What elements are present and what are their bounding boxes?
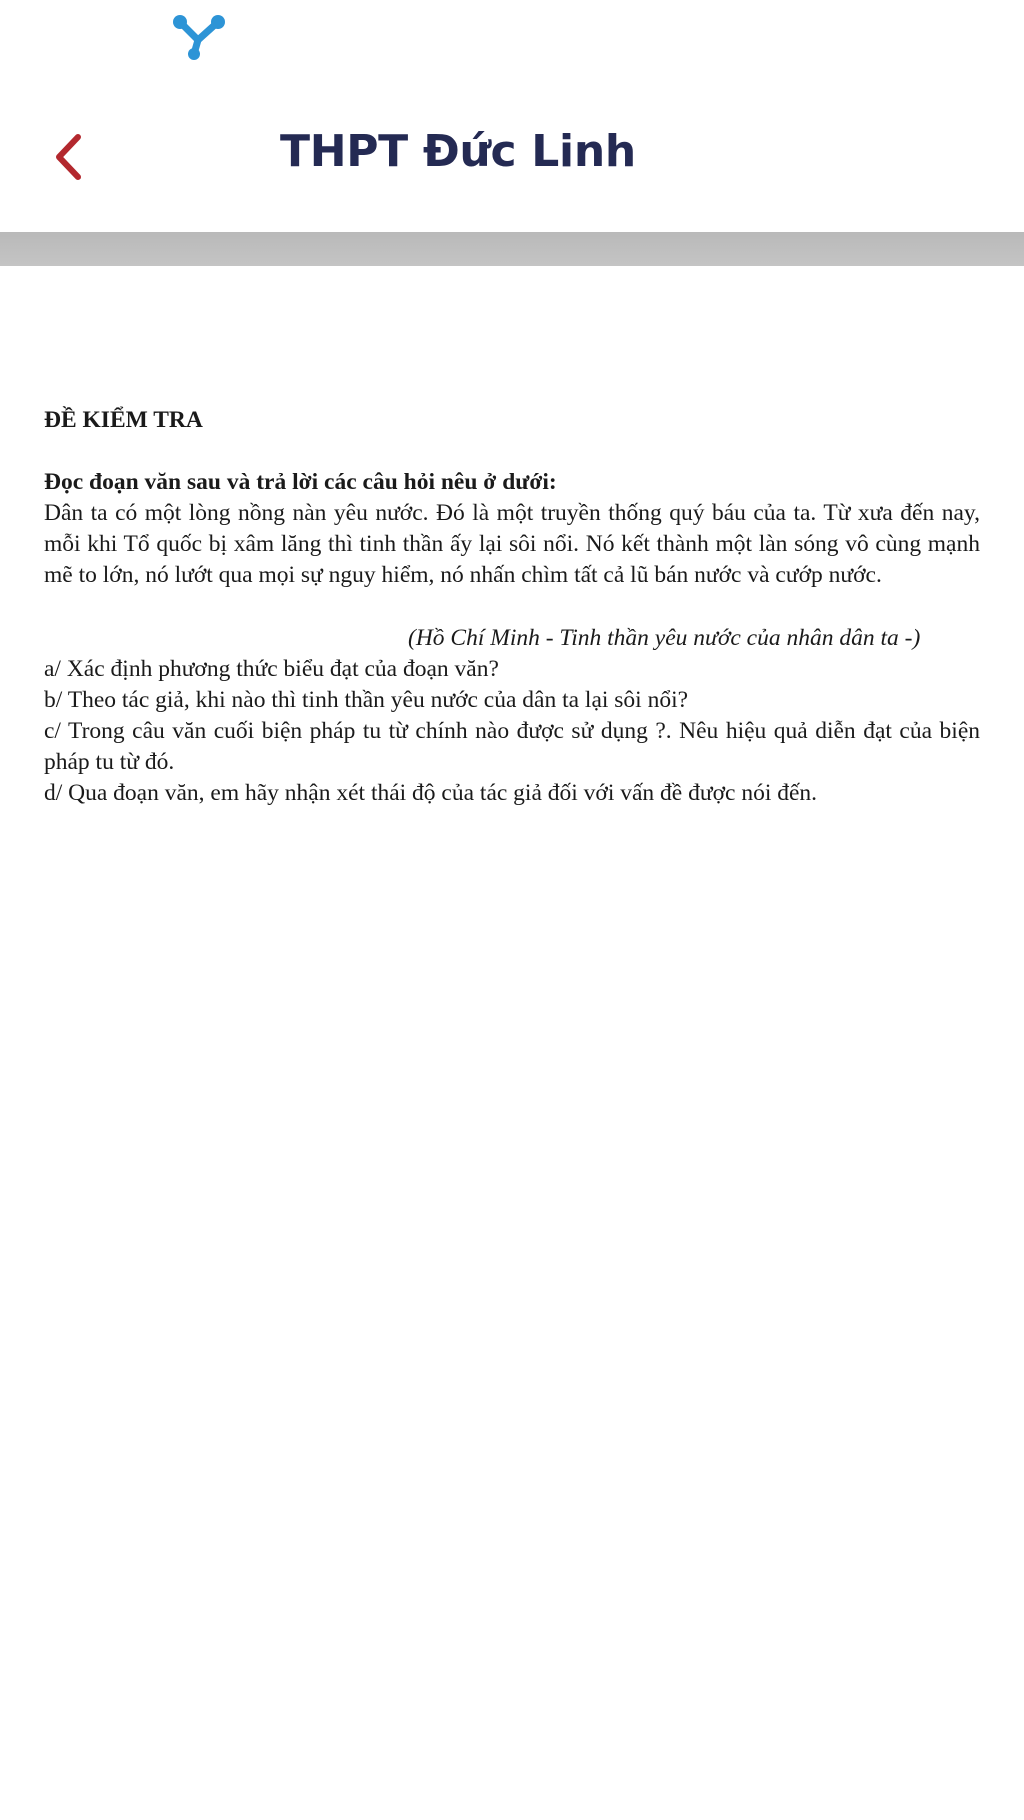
document-passage: Dân ta có một lòng nồng nàn yêu nước. Đó là một truyền thống quý báu của ta. Từ xưa đến nay, mỗi khi Tổ quốc bị xâm lăng thì tinh thần ấy lại sôi nổi. Nó kết thành một làn sóng vô cùng mạnh mẽ to lớn, nó lướt qua mọi sự nguy hiểm, nó nhấn chìm tất cả lũ bán nước và cướp nước. (44, 500, 980, 588)
page-title: THPT Đức Linh (280, 126, 636, 177)
network-share-icon (168, 12, 230, 62)
header-divider (0, 232, 1024, 266)
document-heading: ĐỀ KIỂM TRA (44, 407, 203, 433)
question-c: c/ Trong câu văn cuối biện pháp tu từ chính nào được sử dụng ?. Nêu hiệu quả diễn đạt của biện pháp tu từ đó. (44, 718, 980, 775)
question-d: d/ Qua đoạn văn, em hãy nhận xét thái độ của tác giả đối với vấn đề được nói đến. (44, 780, 818, 806)
document-instruction: Đọc đoạn văn sau và trả lời các câu hỏi nêu ở dưới: (44, 469, 557, 495)
document-content (44, 405, 980, 809)
question-b: b/ Theo tác giả, khi nào thì tinh thần yêu nước của dân ta lại sôi nổi? (44, 687, 689, 713)
app-header (0, 90, 1024, 230)
document-citation: (Hồ Chí Minh - Tinh thần yêu nước của nhân dân ta -) (408, 625, 921, 651)
chevron-left-icon (51, 131, 85, 183)
question-a: a/ Xác định phương thức biểu đạt của đoạn văn? (44, 656, 499, 682)
status-bar (0, 0, 1024, 90)
back-button[interactable] (44, 125, 92, 189)
